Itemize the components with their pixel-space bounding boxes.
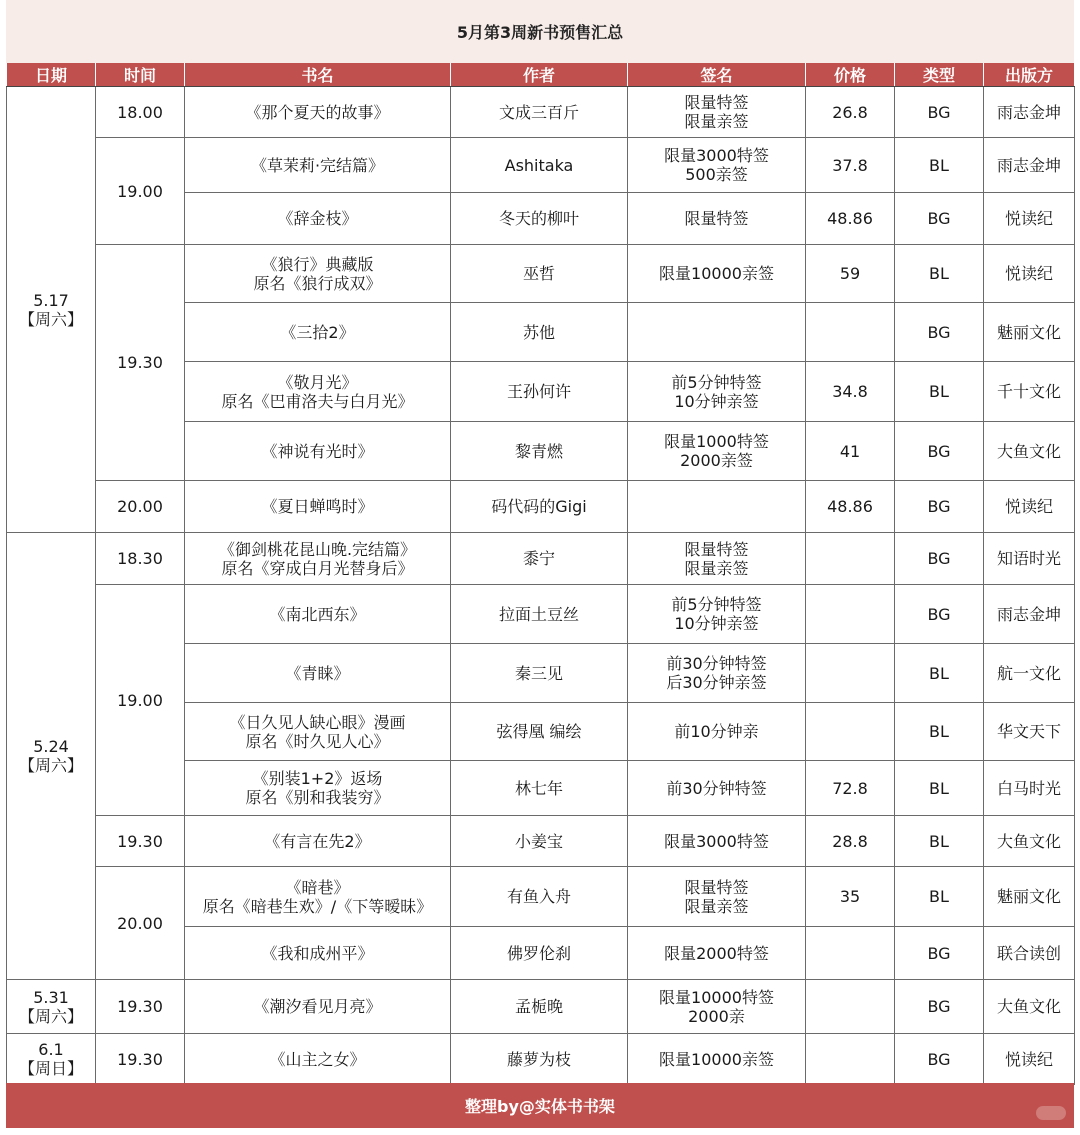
price-cell: 34.8 [806, 362, 895, 422]
header-price: 价格 [806, 63, 895, 87]
signature-cell: 限量10000亲签 [628, 245, 806, 303]
signature-cell: 限量3000特签 [628, 816, 806, 867]
author-cell: 弦得凰 编绘 [451, 703, 628, 761]
price-cell [806, 585, 895, 644]
publisher-cell: 悦读纪 [984, 481, 1075, 533]
book-cell: 《御剑桃花昆山晚.完结篇》 原名《穿成白月光替身后》 [185, 533, 451, 585]
publisher-cell: 魅丽文化 [984, 303, 1075, 362]
book-cell: 《我和成州平》 [185, 927, 451, 980]
signature-cell: 限量特签 限量亲签 [628, 533, 806, 585]
signature-cell: 限量1000特签 2000亲签 [628, 422, 806, 481]
time-cell: 19.00 [96, 138, 185, 245]
price-cell: 35 [806, 867, 895, 927]
book-cell: 《暗巷》 原名《暗巷生欢》/《下等暧昧》 [185, 867, 451, 927]
price-cell: 26.8 [806, 87, 895, 138]
author-cell: 有鱼入舟 [451, 867, 628, 927]
type-cell: BG [895, 303, 984, 362]
publisher-cell: 白马时光 [984, 761, 1075, 816]
price-cell [806, 533, 895, 585]
publisher-cell: 魅丽文化 [984, 867, 1075, 927]
table-row [7, 481, 1075, 533]
author-cell: 码代码的Gigi [451, 481, 628, 533]
watermark-icon [1036, 1106, 1066, 1120]
date-cell: 5.31 【周六】 [7, 980, 96, 1034]
book-cell: 《草茉莉·完结篇》 [185, 138, 451, 193]
publisher-cell: 悦读纪 [984, 245, 1075, 303]
table-row [7, 1034, 1075, 1085]
time-cell: 20.00 [96, 481, 185, 533]
signature-cell [628, 481, 806, 533]
publisher-cell: 千十文化 [984, 362, 1075, 422]
author-cell: 黍宁 [451, 533, 628, 585]
type-cell: BG [895, 980, 984, 1034]
date-cell: 5.17 【周六】 [7, 87, 96, 533]
book-cell: 《别装1+2》返场 原名《别和我装穷》 [185, 761, 451, 816]
publisher-cell: 联合读创 [984, 927, 1075, 980]
author-cell: 佛罗伦刹 [451, 927, 628, 980]
signature-cell: 前10分钟亲 [628, 703, 806, 761]
table-header-row [7, 63, 1075, 87]
author-cell: 文成三百斤 [451, 87, 628, 138]
book-cell: 《青睐》 [185, 644, 451, 703]
time-cell: 18.30 [96, 533, 185, 585]
type-cell: BG [895, 87, 984, 138]
publisher-cell: 雨志金坤 [984, 87, 1075, 138]
signature-cell: 前30分钟特签 [628, 761, 806, 816]
type-cell: BL [895, 362, 984, 422]
type-cell: BG [895, 1034, 984, 1085]
book-cell: 《敬月光》 原名《巴甫洛夫与白月光》 [185, 362, 451, 422]
presale-summary-sheet [6, 0, 1074, 1128]
header-author: 作者 [451, 63, 628, 87]
book-cell: 《辞金枝》 [185, 193, 451, 245]
book-cell: 《夏日蝉鸣时》 [185, 481, 451, 533]
time-cell: 20.00 [96, 867, 185, 980]
signature-cell: 前5分钟特签 10分钟亲签 [628, 585, 806, 644]
presale-table [6, 63, 1075, 1085]
table-row [7, 87, 1075, 138]
publisher-cell: 大鱼文化 [984, 422, 1075, 481]
table-row [7, 138, 1075, 193]
price-cell: 37.8 [806, 138, 895, 193]
book-cell: 《三拾2》 [185, 303, 451, 362]
signature-cell: 限量3000特签 500亲签 [628, 138, 806, 193]
signature-cell: 限量10000特签 2000亲 [628, 980, 806, 1034]
price-cell [806, 644, 895, 703]
author-cell: 黎青燃 [451, 422, 628, 481]
type-cell: BL [895, 245, 984, 303]
signature-cell: 限量特签 限量亲签 [628, 867, 806, 927]
book-cell: 《日久见人缺心眼》漫画 原名《时久见人心》 [185, 703, 451, 761]
time-cell: 19.30 [96, 980, 185, 1034]
table-row [7, 816, 1075, 867]
book-cell: 《南北西东》 [185, 585, 451, 644]
time-cell: 19.30 [96, 245, 185, 481]
page-title: 5月第3周新书预售汇总 [6, 0, 1074, 63]
signature-cell: 限量2000特签 [628, 927, 806, 980]
book-cell: 《山主之女》 [185, 1034, 451, 1085]
price-cell [806, 303, 895, 362]
type-cell: BG [895, 193, 984, 245]
signature-cell: 限量特签 [628, 193, 806, 245]
footer-credit: 整理by@实体书书架 [6, 1083, 1074, 1128]
type-cell: BL [895, 138, 984, 193]
type-cell: BG [895, 585, 984, 644]
author-cell: 拉面土豆丝 [451, 585, 628, 644]
header-date: 日期 [7, 63, 96, 87]
type-cell: BL [895, 644, 984, 703]
table-row [7, 533, 1075, 585]
publisher-cell: 雨志金坤 [984, 585, 1075, 644]
author-cell: 苏他 [451, 303, 628, 362]
header-time: 时间 [96, 63, 185, 87]
price-cell: 41 [806, 422, 895, 481]
publisher-cell: 雨志金坤 [984, 138, 1075, 193]
author-cell: 林七年 [451, 761, 628, 816]
publisher-cell: 大鱼文化 [984, 816, 1075, 867]
time-cell: 19.30 [96, 1034, 185, 1085]
price-cell: 28.8 [806, 816, 895, 867]
type-cell: BG [895, 481, 984, 533]
type-cell: BL [895, 867, 984, 927]
publisher-cell: 悦读纪 [984, 1034, 1075, 1085]
book-cell: 《有言在先2》 [185, 816, 451, 867]
author-cell: 巫哲 [451, 245, 628, 303]
signature-cell: 限量10000亲签 [628, 1034, 806, 1085]
table-row [7, 867, 1075, 927]
signature-cell: 前30分钟特签 后30分钟亲签 [628, 644, 806, 703]
author-cell: 小姜宝 [451, 816, 628, 867]
price-cell [806, 927, 895, 980]
book-cell: 《那个夏天的故事》 [185, 87, 451, 138]
price-cell: 48.86 [806, 481, 895, 533]
signature-cell: 前5分钟特签 10分钟亲签 [628, 362, 806, 422]
header-publisher: 出版方 [984, 63, 1075, 87]
table-row [7, 585, 1075, 644]
price-cell: 48.86 [806, 193, 895, 245]
signature-cell [628, 303, 806, 362]
date-cell: 5.24 【周六】 [7, 533, 96, 980]
type-cell: BL [895, 703, 984, 761]
author-cell: 冬天的柳叶 [451, 193, 628, 245]
signature-cell: 限量特签 限量亲签 [628, 87, 806, 138]
type-cell: BG [895, 533, 984, 585]
author-cell: Ashitaka [451, 138, 628, 193]
date-cell: 6.1 【周日】 [7, 1034, 96, 1085]
publisher-cell: 知语时光 [984, 533, 1075, 585]
type-cell: BL [895, 816, 984, 867]
author-cell: 孟栀晚 [451, 980, 628, 1034]
price-cell [806, 980, 895, 1034]
table-row [7, 245, 1075, 303]
price-cell: 59 [806, 245, 895, 303]
publisher-cell: 华文天下 [984, 703, 1075, 761]
price-cell [806, 703, 895, 761]
price-cell: 72.8 [806, 761, 895, 816]
publisher-cell: 大鱼文化 [984, 980, 1075, 1034]
time-cell: 19.00 [96, 585, 185, 816]
author-cell: 王孙何许 [451, 362, 628, 422]
book-cell: 《潮汐看见月亮》 [185, 980, 451, 1034]
table-row [7, 980, 1075, 1034]
header-signature: 签名 [628, 63, 806, 87]
header-book: 书名 [185, 63, 451, 87]
author-cell: 藤萝为枝 [451, 1034, 628, 1085]
type-cell: BL [895, 761, 984, 816]
type-cell: BG [895, 927, 984, 980]
book-cell: 《狼行》典藏版 原名《狼行成双》 [185, 245, 451, 303]
time-cell: 19.30 [96, 816, 185, 867]
book-cell: 《神说有光时》 [185, 422, 451, 481]
header-type: 类型 [895, 63, 984, 87]
time-cell: 18.00 [96, 87, 185, 138]
publisher-cell: 悦读纪 [984, 193, 1075, 245]
price-cell [806, 1034, 895, 1085]
publisher-cell: 航一文化 [984, 644, 1075, 703]
type-cell: BG [895, 422, 984, 481]
author-cell: 秦三见 [451, 644, 628, 703]
